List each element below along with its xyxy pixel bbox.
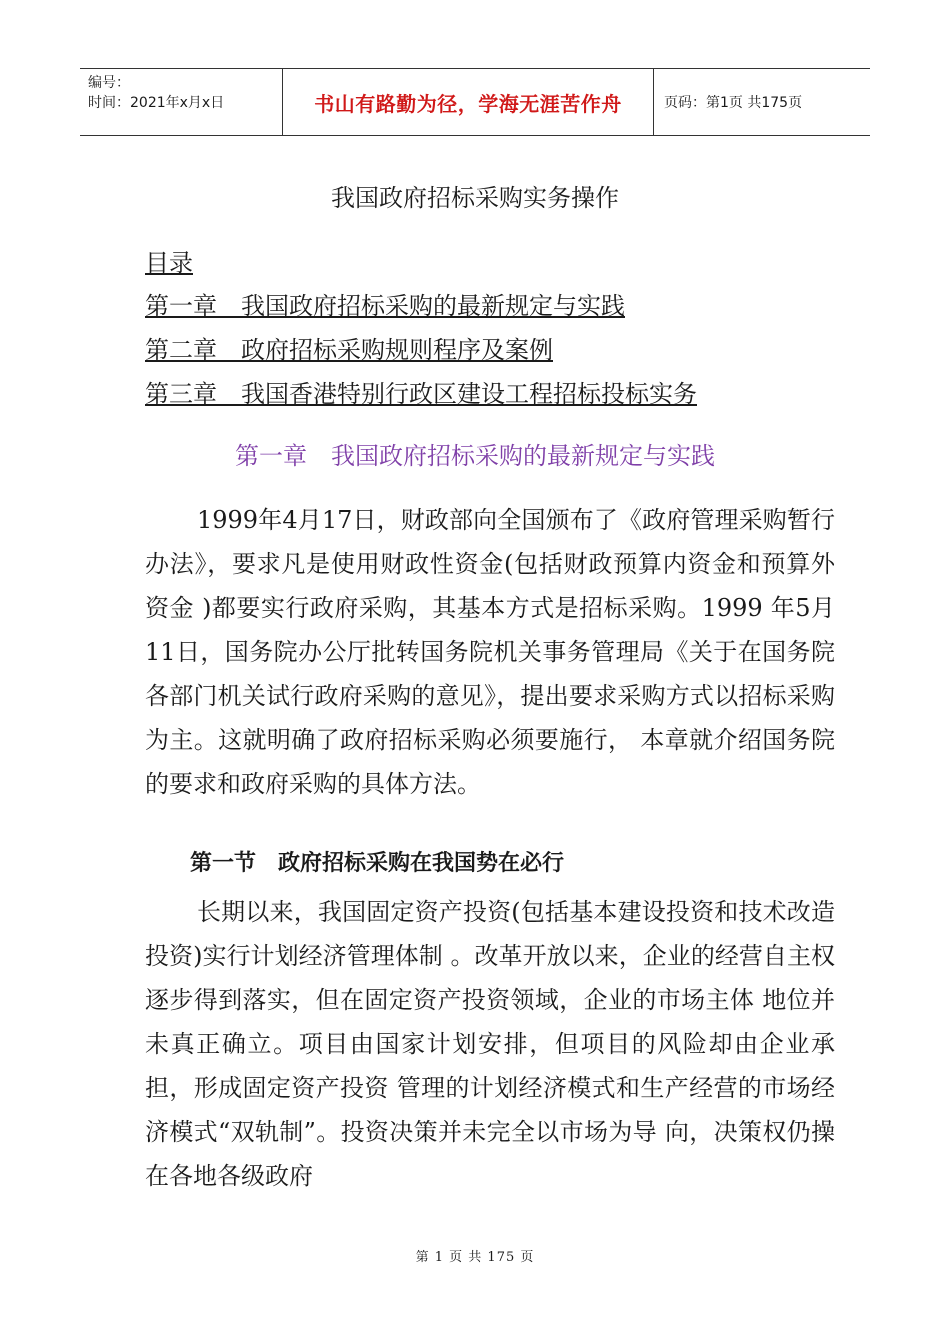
document-title: 我国政府招标采购实务操作	[331, 184, 619, 212]
header-meta	[80, 69, 282, 135]
header-motto-cell	[282, 69, 654, 135]
paragraph-1: 1999年4月17日，财政部向全国颁布了《政府管理采购暂行办法》，要求凡是使用财政性资金(包括财政预算内资金和预算外资金 )都要实行政府采购，其基本方式是招标采购。1999 年5月11日，国务院办公厅批转国务院机关事务管理局《关于在国务院各部门机关试行政府采购的意见》，提出要求采购方式以招标采购为主。这就明确了政府招标采购必须要施行， 本章就介绍国务院的要求和政府采购的具体方法。	[145, 506, 835, 798]
motto-text: 书山有路勤为径，学海无涯苦作舟	[314, 91, 622, 116]
page-header	[80, 68, 870, 136]
table-of-contents	[145, 242, 697, 416]
header-page-info	[654, 69, 870, 135]
section-heading: 第一节 政府招标采购在我国势在必行	[190, 851, 565, 876]
page-info-text: 页码：第1页 共175页	[664, 95, 803, 111]
page-footer: 第 1 页 共 175 页	[415, 1250, 535, 1265]
chapter-heading: 第一章 我国政府招标采购的最新规定与实践	[235, 442, 715, 470]
paragraph-2: 长期以来，我国固定资产投资(包括基本建设投资和技术改造投资)实行计划经济管理体制 。改革开放以来，企业的经营自主权逐步得到落实，但在固定资产投资领域，企业的市场主体 地位并未真正确立。项目由国家计划安排，但项目的风险却由企业承担，形成固定资产投资 管理的计划经济模式和生产经营的市场经济模式“双轨制”。投资决策并未完全以市场为导 向，决策权仍操在各地各级政府	[145, 898, 835, 1190]
toc-heading[interactable]: 目录	[145, 249, 193, 277]
time-label: 时间：2021年x月x日	[88, 95, 225, 111]
code-label: 编号：	[88, 75, 130, 91]
toc-item-chapter-2[interactable]: 第二章 政府招标采购规则程序及案例	[145, 336, 553, 364]
toc-item-chapter-1[interactable]: 第一章 我国政府招标采购的最新规定与实践	[145, 292, 625, 320]
toc-item-chapter-3[interactable]: 第三章 我国香港特别行政区建设工程招标投标实务	[145, 380, 697, 408]
